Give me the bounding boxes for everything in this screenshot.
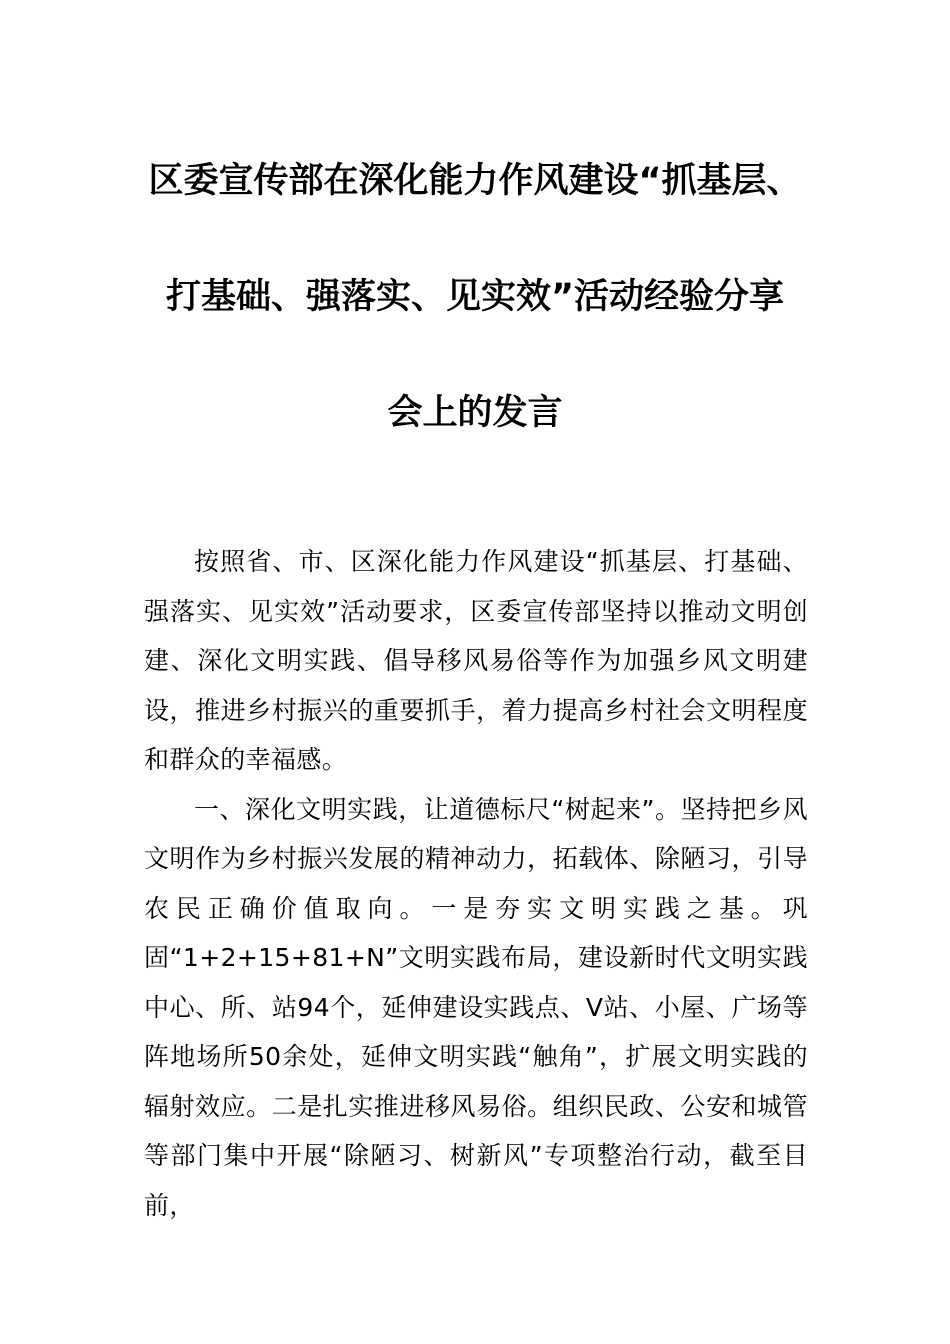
document-title [120, 150, 830, 498]
document-body [144, 537, 808, 1230]
paragraph-intro: 按照省、市、区深化能力作风建设“抓基层、打基础、强落实、见实效”活动要求，区委宣传部坚持以推动文明创建、深化文明实践、倡导移风易俗等作为加强乡风文明建设，推进乡村振兴的重要抓手，着力提高乡村社会文明程度和群众的幸福感。 [144, 547, 808, 774]
title-line-2: 打基础、强落实、见实效”活动经验分享 [165, 277, 784, 317]
paragraph-section-one: 一、深化文明实践，让道德标尺“树起来”。坚持把乡风文明作为乡村振兴发展的精神动力，拓载体、除陋习，引导农民正确价值取向。一是夯实文明实践之基。巩固“1+2+15+81+N”文明实践布局，建设新时代文明实践中心、所、站94个，延伸建设实践点、V站、小屋、广场等阵地场所50余处，延伸文明实践“触角”，扩展文明实践的辐射效应。二是扎实推进移风易俗。组织民政、公安和城管等部门集中开展“除陋习、树新风”专项整治行动，截至目前， [144, 794, 808, 1220]
title-line-1: 区委宣传部在深化能力作风建设“抓基层、 [148, 161, 802, 201]
title-line-3: 会上的发言 [387, 393, 563, 433]
